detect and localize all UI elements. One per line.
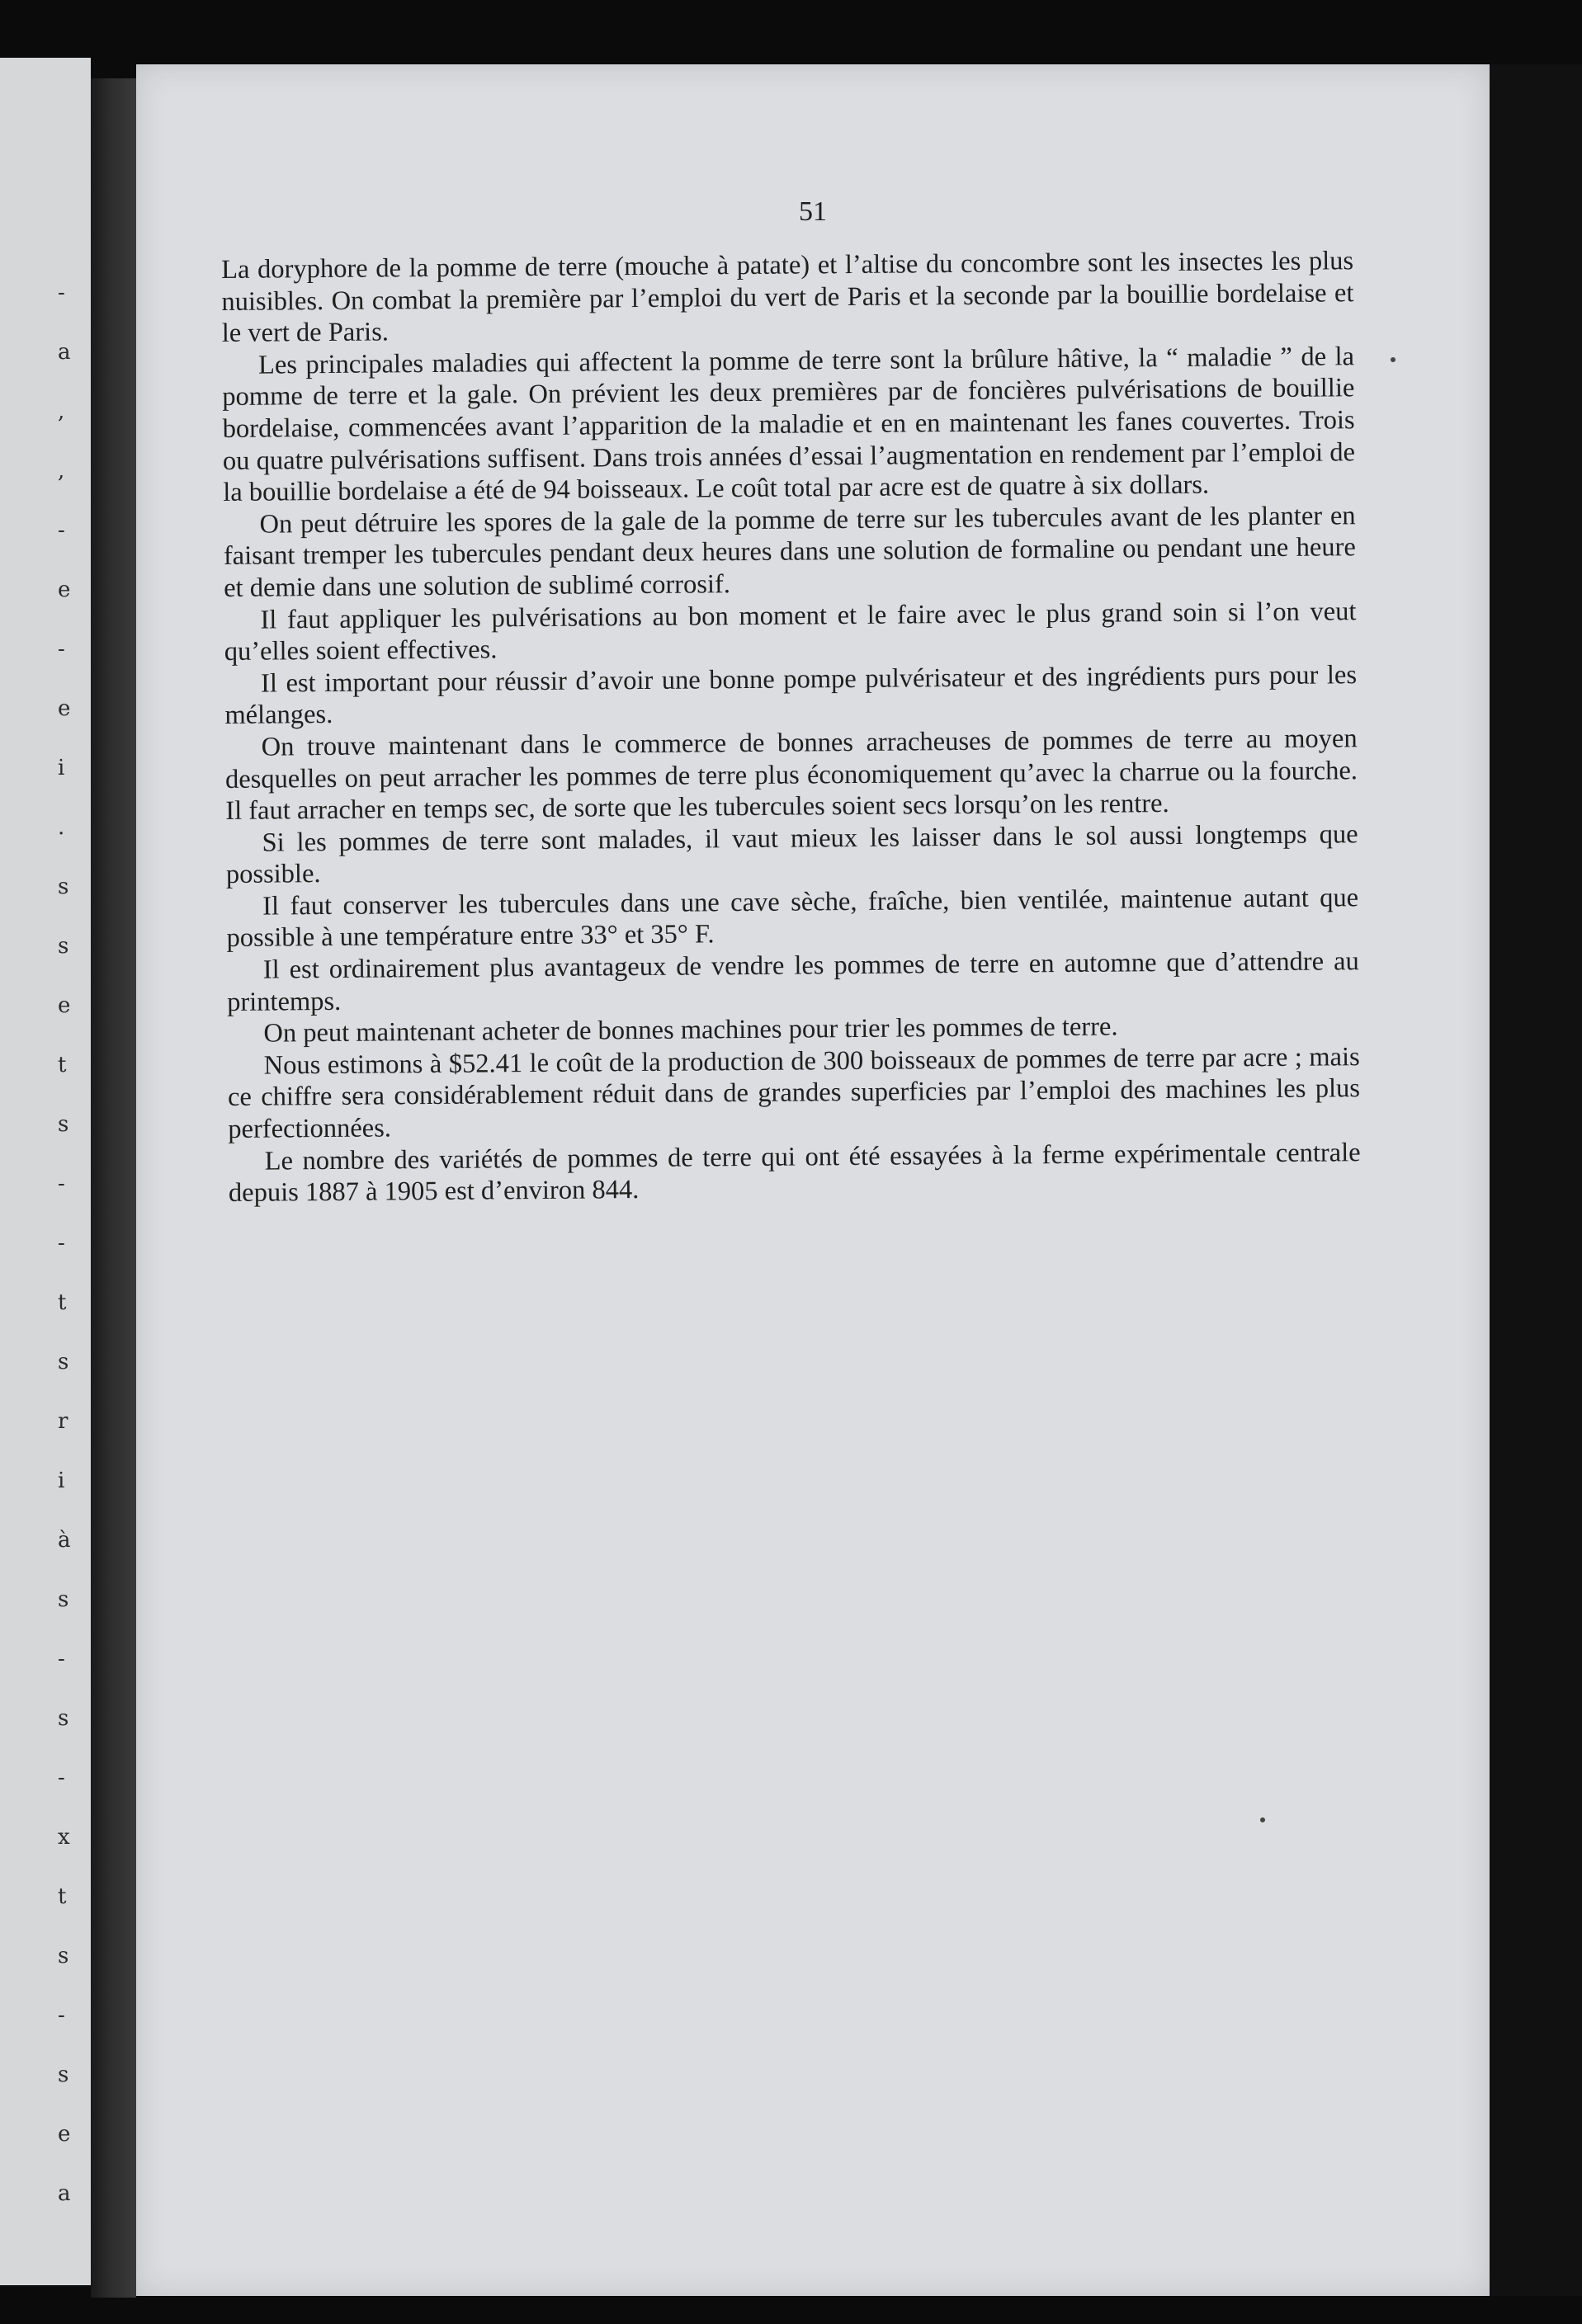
facing-page-edge	[0, 58, 91, 2285]
facing-page-fragment: s	[58, 874, 69, 899]
facing-page-fragment: s	[58, 1587, 69, 1612]
facing-page-fragment: e	[58, 2122, 71, 2147]
facing-page-fragment: s	[58, 1112, 69, 1137]
document-page	[136, 64, 1490, 2296]
facing-page-fragment: -	[58, 1171, 65, 1196]
paragraph: Le nombre des variétés de pommes de terre qui ont été essayées à la ferme expérimentale centrale depuis 1887 à 1905 est d’environ 844.	[228, 1137, 1361, 1209]
scan-border	[1490, 64, 1582, 2296]
paragraph: Il faut appliquer les pulvérisations au bon moment et le faire avec le plus grand soin si l’on veut qu’elles soient effectives.	[224, 596, 1357, 667]
paragraph: Il est important pour réussir d’avoir une bonne pompe pulvérisateur et des ingrédients purs pour les mélanges.	[224, 659, 1358, 731]
facing-page-fragment: e	[58, 993, 71, 1018]
facing-page-fragment: e	[58, 577, 71, 602]
facing-page-fragment: -	[58, 1765, 65, 1790]
body-text	[221, 245, 1361, 1209]
facing-page-fragment: -	[58, 518, 65, 543]
paragraph: Si les pommes de terre sont malades, il vaut mieux les laisser dans le sol aussi longtemps que possible.	[225, 818, 1358, 890]
facing-page-fragment: s	[58, 2062, 69, 2087]
paragraph: La doryphore de la pomme de terre (mouche à patate) et l’altise du concombre sont les insectes les plus nuisibles. On combat la première par l’emploi du vert de Paris et la seconde par la bouillie bordelaise et le vert de Paris.	[221, 246, 1354, 349]
facing-page-fragment: i	[58, 1468, 65, 1493]
facing-page-fragment: t	[58, 1053, 67, 1077]
facing-page-fragment: -	[58, 637, 65, 662]
facing-page-fragment: -	[58, 1647, 65, 1671]
paragraph: On peut maintenant acheter de bonnes machines pour trier les pommes de terre.	[263, 1011, 1118, 1049]
facing-page-fragment: ,	[58, 459, 65, 483]
facing-page-fragment: s	[58, 1350, 69, 1374]
facing-page-fragment: -	[58, 280, 65, 305]
paragraph: On trouve maintenant dans le commerce de bonnes arracheuses de pommes de terre au moyen desquelles on peut arracher les pommes de terre plus économiquement qu’avec la charrue ou la fourche. Il faut arracher en temps sec, de sorte que les tubercules soient secs lorsqu’on les rentre.	[224, 724, 1358, 827]
facing-page-fragment: .	[58, 815, 65, 840]
facing-page-fragment: à	[58, 1528, 71, 1553]
facing-page-fragment: s	[58, 1706, 69, 1731]
paragraph: Les principales maladies qui affectent la pomme de terre sont la brûlure hâtive, la “ maladie ” de la pomme de terre et la gale. On prévient les deux premières par de foncières pulvérisations de bouillie bordelaise, commencées avant l’apparition de la maladie et en en maintenant les fanes couvertes. Trois ou quatre pulvérisations suffisent. Dans trois années d’essai l’augmentation en rendement par l’emploi de la bouillie bordelaise a été de 94 boisseaux. Le coût total par acre est de quatre à six dollars.	[222, 342, 1356, 508]
paragraph: Il faut conserver les tubercules dans une cave sèche, fraîche, bien ventilée, maintenue autant que possible à une température entre 33° et 35° F.	[226, 883, 1359, 954]
facing-page-fragment: s	[58, 934, 69, 959]
scan-speck	[1260, 1817, 1265, 1822]
facing-page-fragment: t	[58, 1884, 67, 1909]
book-gutter-shadow	[91, 78, 136, 2298]
facing-page-fragment: s	[58, 1944, 69, 1968]
facing-page-fragment: i	[58, 756, 65, 780]
facing-page-fragment: a	[58, 340, 71, 365]
scan-speck	[1391, 357, 1395, 362]
paragraph: On peut détruire les spores de la gale de la pomme de terre sur les tubercules avant de les planter en faisant tremper les tubercules pendant deux heures dans une solution de formaline ou pendant une heure et demie dans une solution de sublimé corrosif.	[223, 500, 1356, 603]
page-number: 51	[799, 196, 827, 227]
facing-page-fragment: -	[58, 1231, 65, 1256]
paragraph: Il est ordinairement plus avantageux de vendre les pommes de terre en automne que d’attendre au printemps.	[226, 946, 1359, 1017]
facing-page-fragment: -	[58, 2003, 65, 2028]
facing-page-fragment: r	[58, 1409, 68, 1434]
facing-page-fragment: x	[58, 1825, 70, 1850]
facing-page-fragment: ,	[58, 399, 65, 424]
facing-page-fragment: a	[58, 2181, 71, 2206]
paragraph: Nous estimons à $52.41 le coût de la production de 300 boisseaux de pommes de terre par acre ; mais ce chiffre sera considérablement réduit dans de grandes superficies par l’emploi des machines les plus perfectionnées.	[227, 1042, 1361, 1144]
facing-page-fragment: e	[58, 696, 71, 721]
facing-page-fragment: t	[58, 1290, 67, 1315]
